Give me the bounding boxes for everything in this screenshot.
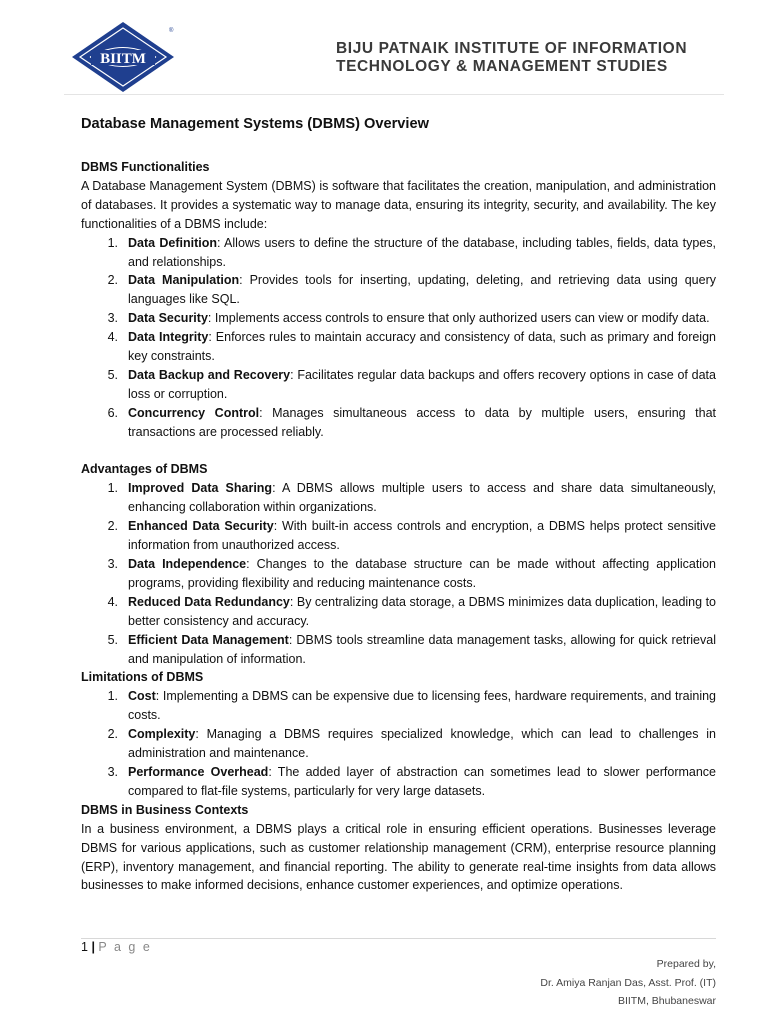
page-number (81, 940, 152, 954)
list-term: Data Manipulation (128, 273, 240, 288)
list-number: 2. (107, 727, 118, 742)
list-text: : Provides tools for inserting, updating, deleting, and retrieving data using query languages like SQL. (128, 273, 716, 307)
list-term: Enhanced Data Security (128, 519, 274, 534)
list-term: Data Backup and Recovery (128, 367, 291, 382)
list-term: Data Independence (128, 557, 247, 572)
institute-line-2: TECHNOLOGY & MANAGEMENT STUDIES (336, 58, 668, 75)
list-term: Efficient Data Management (128, 632, 289, 647)
letterhead (60, 20, 730, 100)
list-number: 2. (107, 519, 118, 534)
institute-name (336, 40, 736, 76)
section-heading-functionalities: DBMS Functionalities (81, 160, 210, 174)
list-item (81, 763, 716, 801)
logo-text: BIITM (100, 51, 146, 67)
list-item (81, 555, 716, 593)
header-divider (64, 94, 724, 95)
prepared-by-label: Prepared by, (656, 958, 716, 970)
list-term: Data Definition (128, 235, 217, 250)
list-text: : The added layer of abstraction can sometimes lead to slower performance compared to flat-file systems, particularly for very large datasets. (128, 764, 716, 798)
advantages-list (81, 479, 716, 668)
page-title: Database Management Systems (DBMS) Overview (81, 116, 429, 132)
list-text: : Changes to the database structure can be made without affecting application programs, providing flexibility and reducing maintenance costs. (128, 557, 716, 590)
author-affiliation: BIITM, Bhubaneswar (617, 995, 716, 1008)
list-text: : Implementing a DBMS can be expensive due to licensing fees, hardware requirements, and training costs. (128, 689, 716, 723)
section-gap (81, 442, 716, 461)
list-term: Cost (128, 689, 156, 704)
list-item (81, 517, 716, 555)
limitations-list (81, 687, 716, 800)
list-term: Performance Overhead (128, 764, 269, 779)
list-text: : Facilitates regular data backups and offers recovery options in case of data loss or corruption. (128, 367, 716, 401)
page-number-value: 1 (81, 940, 88, 954)
footer-divider (81, 938, 716, 939)
document-body (81, 114, 716, 895)
list-number: 1. (107, 689, 118, 704)
list-text: : DBMS tools streamline data management tasks, allowing for quick retrieval and manipulation of information. (128, 632, 716, 666)
list-number: 5. (107, 632, 118, 647)
list-text: : Implements access controls to ensure that only authorized users can view or modify data. (207, 311, 710, 326)
list-term: Complexity (128, 727, 196, 742)
list-number: 3. (107, 311, 118, 326)
list-item (81, 479, 716, 517)
list-item (81, 234, 716, 272)
list-item (81, 593, 716, 631)
functionalities-list (81, 234, 716, 442)
section-heading-limitations: Limitations of DBMS (81, 670, 204, 685)
list-item (81, 404, 716, 442)
functionalities-intro: A Database Management System (DBMS) is software that facilitates the creation, manipulation, and administration of databases. It provides a systematic way to manage data, ensuring its integrity, security, and availability. The key functionalities of a DBMS include: (81, 178, 716, 231)
list-text: : Managing a DBMS requires specialized knowledge, which can lead to challenges in administration and maintenance. (128, 727, 716, 761)
list-term: Improved Data Sharing (128, 481, 273, 496)
list-text: : With built-in access controls and encryption, a DBMS helps protect sensitive information from unauthorized access. (128, 519, 717, 553)
list-number: 5. (107, 367, 118, 382)
list-item (81, 631, 716, 669)
list-text: : A DBMS allows multiple users to access and share data simultaneously, enhancing collaboration within organizations. (128, 481, 716, 515)
author-name: Dr. Amiya Ranjan Das, Asst. Prof. (IT) (540, 976, 716, 989)
list-text: : By centralizing data storage, a DBMS minimizes data duplication, leading to better consistency and accuracy. (128, 594, 717, 628)
list-number: 6. (107, 405, 118, 420)
list-number: 3. (107, 764, 118, 779)
page-separator: | (91, 940, 95, 954)
section-heading-business: DBMS in Business Contexts (81, 802, 249, 817)
list-number: 4. (107, 330, 118, 345)
list-number: 2. (107, 273, 118, 288)
section-heading-advantages: Advantages of DBMS (81, 462, 208, 477)
list-item (81, 687, 716, 725)
list-item (81, 309, 716, 328)
prepared-by-block (540, 955, 716, 1011)
list-number: 4. (107, 594, 118, 609)
institute-line-1: BIJU PATNAIK INSTITUTE OF INFORMATION (336, 40, 688, 57)
page-label: P a g e (98, 940, 152, 954)
list-term: Reduced Data Redundancy (128, 594, 290, 609)
list-number: 1. (107, 481, 118, 496)
list-term: Data Security (128, 311, 208, 326)
list-item (81, 725, 716, 763)
list-item (81, 366, 716, 404)
list-text: : Enforces rules to maintain accuracy and consistency of data, such as primary and foreign key constraints. (128, 330, 716, 364)
biitm-logo (68, 20, 178, 94)
registered-mark: ® (169, 28, 174, 34)
list-number: 3. (107, 557, 118, 572)
list-text: : Manages simultaneous access to data by multiple users, ensuring that transactions are processed reliably. (128, 405, 717, 439)
list-number: 1. (107, 235, 118, 250)
list-item (81, 328, 716, 366)
list-term: Data Integrity (128, 330, 209, 345)
list-term: Concurrency Control (128, 405, 260, 420)
list-text: : Allows users to define the structure of the database, including tables, fields, data types, and relationships. (128, 235, 716, 269)
list-item (81, 271, 716, 309)
business-paragraph: In a business environment, a DBMS plays a critical role in ensuring efficient operations. Businesses leverage DBMS for various applications, such as customer relationship management (CRM), enterprise resource planning (ERP), inventory management, and financial reporting. The ability to generate real-time insights from data allows businesses to make informed decisions, enhance customer experiences, and optimize operations. (81, 821, 716, 893)
